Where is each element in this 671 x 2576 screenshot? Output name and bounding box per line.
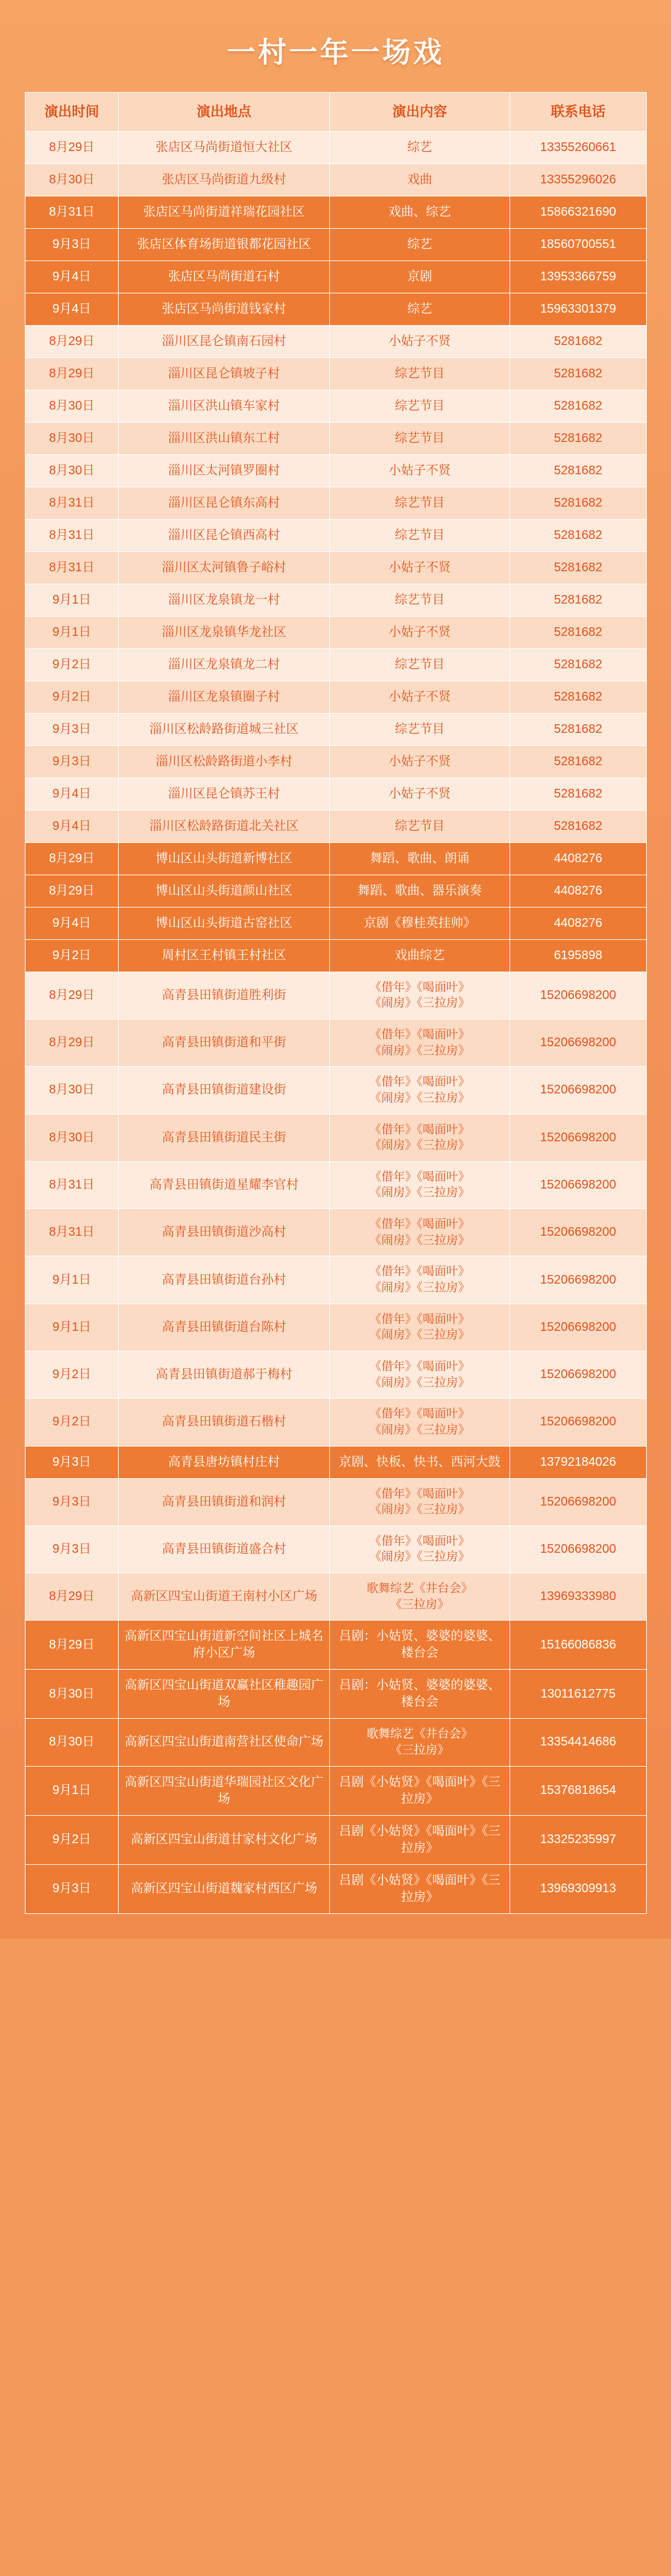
cell-line: 《闹房》《三拉房》 <box>369 1281 470 1295</box>
cell-phone: 15206698200 <box>510 1351 647 1398</box>
cell-time: 9月2日 <box>25 1815 119 1864</box>
cell-time: 9月4日 <box>25 293 119 325</box>
column-header-content: 演出内容 <box>330 93 510 132</box>
cell-content: 吕剧《小姑贤》《喝面叶》《三拉房》 <box>330 1766 510 1815</box>
cell-content: 小姑子不贤 <box>330 325 510 357</box>
cell-time: 8月29日 <box>25 972 119 1019</box>
table-row <box>25 842 647 875</box>
cell-time: 8月29日 <box>25 842 119 875</box>
cell-content: 京剧《穆桂英挂帅》 <box>330 907 510 939</box>
cell-location: 高青县田镇街道胜利街 <box>119 972 330 1019</box>
cell-time: 8月30日 <box>25 1670 119 1719</box>
cell-time: 8月31日 <box>25 487 119 519</box>
cell-content: 京剧、快板、快书、西河大鼓 <box>330 1446 510 1478</box>
cell-time: 9月1日 <box>25 1766 119 1815</box>
cell-time: 8月29日 <box>25 357 119 390</box>
table-row <box>25 875 647 907</box>
cell-location: 高青县田镇街道和平街 <box>119 1019 330 1066</box>
table-row <box>25 487 647 519</box>
column-header-time: 演出时间 <box>25 93 119 132</box>
cell-phone: 18560700551 <box>510 228 647 260</box>
cell-time: 8月29日 <box>25 131 119 163</box>
cell-line: 《三拉房》 <box>390 1743 449 1757</box>
cell-content: 戏曲、综艺 <box>330 196 510 228</box>
cell-location: 周村区王村镇王村社区 <box>119 939 330 972</box>
cell-time: 8月30日 <box>25 1114 119 1161</box>
cell-line: 《借年》《喝面叶》 <box>369 1170 470 1184</box>
table-row <box>25 616 647 648</box>
cell-phone: 5281682 <box>510 357 647 390</box>
cell-location: 高新区四宝山街道王南村小区广场 <box>119 1573 330 1621</box>
cell-line: 《借年》《喝面叶》 <box>369 1265 470 1279</box>
table-row <box>25 907 647 939</box>
table-row <box>25 1114 647 1161</box>
cell-phone: 5281682 <box>510 519 647 551</box>
cell-phone: 13355260661 <box>510 131 647 163</box>
cell-phone: 15866321690 <box>510 196 647 228</box>
cell-content <box>330 1719 510 1766</box>
table-row <box>25 1067 647 1114</box>
cell-time: 8月29日 <box>25 1019 119 1066</box>
cell-content <box>330 1209 510 1256</box>
cell-line: 《闹房》《三拉房》 <box>369 1044 470 1057</box>
cell-content: 综艺 <box>330 228 510 260</box>
cell-location: 高青县田镇街道民主街 <box>119 1114 330 1161</box>
table-row <box>25 228 647 260</box>
cell-phone: 5281682 <box>510 551 647 584</box>
cell-time: 9月1日 <box>25 584 119 616</box>
cell-time: 9月2日 <box>25 648 119 681</box>
cell-phone: 5281682 <box>510 584 647 616</box>
table-row <box>25 939 647 972</box>
table-row <box>25 1719 647 1766</box>
cell-location: 高青县田镇街道建设街 <box>119 1067 330 1114</box>
cell-line: 《借年》《喝面叶》 <box>369 1487 470 1501</box>
cell-time: 9月3日 <box>25 1446 119 1478</box>
cell-content: 综艺节目 <box>330 487 510 519</box>
cell-location: 博山区山头街道新博社区 <box>119 842 330 875</box>
cell-content: 综艺 <box>330 131 510 163</box>
cell-phone: 13953366759 <box>510 260 647 293</box>
cell-content: 吕剧《小姑贤》《喝面叶》《三拉房》 <box>330 1815 510 1864</box>
cell-location: 张店区马尚街道石村 <box>119 260 330 293</box>
cell-location: 高青县唐坊镇村庄村 <box>119 1446 330 1478</box>
cell-location: 淄川区龙泉镇龙一村 <box>119 584 330 616</box>
cell-location: 张店区马尚街道祥瑞花园社区 <box>119 196 330 228</box>
cell-location: 高青县田镇街道星耀李官村 <box>119 1161 330 1208</box>
table-row <box>25 551 647 584</box>
cell-time: 8月31日 <box>25 551 119 584</box>
table-row <box>25 422 647 454</box>
table-row <box>25 1304 647 1351</box>
cell-line: 《闹房》《三拉房》 <box>369 1139 470 1152</box>
table-row <box>25 972 647 1019</box>
cell-content: 京剧 <box>330 260 510 293</box>
cell-phone: 15206698200 <box>510 1256 647 1304</box>
cell-time: 9月2日 <box>25 681 119 713</box>
cell-location: 淄川区昆仑镇南石园村 <box>119 325 330 357</box>
cell-content <box>330 1304 510 1351</box>
table-row <box>25 390 647 422</box>
cell-content: 戏曲 <box>330 163 510 196</box>
cell-content: 综艺节目 <box>330 390 510 422</box>
cell-line: 歌舞综艺《井台会》 <box>366 1582 473 1596</box>
cell-time: 9月2日 <box>25 939 119 972</box>
cell-line: 《借年》《喝面叶》 <box>369 1218 470 1231</box>
table-row <box>25 1864 647 1913</box>
cell-location: 淄川区洪山镇东工村 <box>119 422 330 454</box>
table-row <box>25 260 647 293</box>
cell-content: 舞蹈、歌曲、器乐演奏 <box>330 875 510 907</box>
cell-line: 《闹房》《三拉房》 <box>369 1091 470 1105</box>
cell-line: 《借年》《喝面叶》 <box>369 1075 470 1089</box>
cell-location: 高青县田镇街道盛合村 <box>119 1525 330 1573</box>
cell-phone: 5281682 <box>510 713 647 745</box>
cell-time: 9月2日 <box>25 1399 119 1446</box>
cell-line: 《闹房》《三拉房》 <box>369 1376 470 1389</box>
cell-line: 《闹房》《三拉房》 <box>369 996 470 1010</box>
cell-location: 张店区马尚街道钱家村 <box>119 293 330 325</box>
cell-phone: 13355296026 <box>510 163 647 196</box>
table-row <box>25 778 647 810</box>
cell-content <box>330 972 510 1019</box>
cell-phone: 5281682 <box>510 745 647 778</box>
cell-line: 《借年》《喝面叶》 <box>369 980 470 994</box>
cell-time: 8月31日 <box>25 1161 119 1208</box>
cell-location: 高青县田镇街道和润村 <box>119 1478 330 1525</box>
cell-location: 淄川区龙泉镇圈子村 <box>119 681 330 713</box>
table-row <box>25 293 647 325</box>
cell-content <box>330 1351 510 1398</box>
cell-phone: 5281682 <box>510 487 647 519</box>
cell-line: 《闹房》《三拉房》 <box>369 1503 470 1517</box>
table-row <box>25 1478 647 1525</box>
cell-phone: 5281682 <box>510 616 647 648</box>
cell-phone: 13325235997 <box>510 1815 647 1864</box>
cell-content <box>330 1573 510 1621</box>
cell-location: 高新区四宝山街道魏家村西区广场 <box>119 1864 330 1913</box>
table-header-row <box>25 93 647 132</box>
cell-content: 小姑子不贤 <box>330 551 510 584</box>
cell-phone: 5281682 <box>510 454 647 487</box>
cell-content <box>330 1161 510 1208</box>
cell-location: 淄川区昆仑镇苏王村 <box>119 778 330 810</box>
cell-content: 小姑子不贤 <box>330 681 510 713</box>
cell-location: 淄川区龙泉镇龙二村 <box>119 648 330 681</box>
cell-phone: 5281682 <box>510 422 647 454</box>
cell-phone: 13969333980 <box>510 1573 647 1621</box>
cell-location: 高青县田镇街道沙高村 <box>119 1209 330 1256</box>
cell-line: 歌舞综艺《井台会》 <box>366 1727 473 1741</box>
cell-line: 《借年》《喝面叶》 <box>369 1534 470 1548</box>
cell-location: 高青县田镇街道郝于梅村 <box>119 1351 330 1398</box>
cell-time: 8月31日 <box>25 196 119 228</box>
cell-phone: 5281682 <box>510 681 647 713</box>
cell-time: 8月29日 <box>25 1621 119 1670</box>
cell-phone: 15206698200 <box>510 1525 647 1573</box>
cell-location: 淄川区昆仑镇东高村 <box>119 487 330 519</box>
cell-phone: 15963301379 <box>510 293 647 325</box>
cell-content: 小姑子不贤 <box>330 745 510 778</box>
cell-time: 8月29日 <box>25 325 119 357</box>
table-row <box>25 1399 647 1446</box>
cell-phone: 15206698200 <box>510 972 647 1019</box>
performance-schedule-table <box>25 92 647 1914</box>
cell-location: 淄川区龙泉镇华龙社区 <box>119 616 330 648</box>
cell-time: 9月3日 <box>25 1478 119 1525</box>
cell-content <box>330 1256 510 1304</box>
column-header-phone: 联系电话 <box>510 93 647 132</box>
cell-content: 小姑子不贤 <box>330 454 510 487</box>
cell-location: 高青县田镇街道台孙村 <box>119 1256 330 1304</box>
cell-phone: 13354414686 <box>510 1719 647 1766</box>
cell-location: 张店区马尚街道恒大社区 <box>119 131 330 163</box>
cell-content: 综艺节目 <box>330 422 510 454</box>
cell-time: 9月3日 <box>25 745 119 778</box>
cell-location: 高新区四宝山街道新空间社区上城名府小区广场 <box>119 1621 330 1670</box>
cell-location: 淄川区昆仑镇西高村 <box>119 519 330 551</box>
cell-location: 博山区山头街道颜山社区 <box>119 875 330 907</box>
cell-content: 综艺节目 <box>330 357 510 390</box>
cell-time: 9月4日 <box>25 778 119 810</box>
column-header-location: 演出地点 <box>119 93 330 132</box>
cell-phone: 13792184026 <box>510 1446 647 1478</box>
table-row <box>25 1670 647 1719</box>
cell-phone: 15376818654 <box>510 1766 647 1815</box>
table-row <box>25 1815 647 1864</box>
cell-time: 8月30日 <box>25 454 119 487</box>
table-row <box>25 163 647 196</box>
cell-line: 《闹房》《三拉房》 <box>369 1233 470 1247</box>
table-row <box>25 454 647 487</box>
cell-time: 9月1日 <box>25 1304 119 1351</box>
cell-content: 戏曲综艺 <box>330 939 510 972</box>
cell-line: 《闹房》《三拉房》 <box>369 1328 470 1342</box>
cell-phone: 15206698200 <box>510 1209 647 1256</box>
cell-line: 《闹房》《三拉房》 <box>369 1423 470 1437</box>
cell-content: 舞蹈、歌曲、朗诵 <box>330 842 510 875</box>
cell-location: 张店区体育场街道银都花园社区 <box>119 228 330 260</box>
cell-phone: 4408276 <box>510 875 647 907</box>
cell-content: 综艺节目 <box>330 519 510 551</box>
cell-phone: 5281682 <box>510 648 647 681</box>
cell-time: 9月4日 <box>25 260 119 293</box>
cell-line: 《借年》《喝面叶》 <box>369 1359 470 1373</box>
cell-phone: 5281682 <box>510 810 647 842</box>
table-row <box>25 1161 647 1208</box>
cell-phone: 15206698200 <box>510 1399 647 1446</box>
cell-phone: 15206698200 <box>510 1114 647 1161</box>
cell-line: 《借年》《喝面叶》 <box>369 1123 470 1136</box>
cell-location: 淄川区松龄路街道城三社区 <box>119 713 330 745</box>
cell-line: 《闹房》《三拉房》 <box>369 1550 470 1564</box>
cell-content <box>330 1114 510 1161</box>
cell-phone: 4408276 <box>510 842 647 875</box>
cell-line: 《闹房》《三拉房》 <box>369 1186 470 1200</box>
cell-location: 高新区四宝山街道华瑞园社区文化广场 <box>119 1766 330 1815</box>
cell-content <box>330 1067 510 1114</box>
cell-content <box>330 1525 510 1573</box>
table-row <box>25 1621 647 1670</box>
cell-time: 9月1日 <box>25 1256 119 1304</box>
cell-content: 综艺 <box>330 293 510 325</box>
cell-time: 9月4日 <box>25 907 119 939</box>
cell-content: 综艺节目 <box>330 648 510 681</box>
table-row <box>25 810 647 842</box>
cell-location: 张店区马尚街道九级村 <box>119 163 330 196</box>
cell-content <box>330 1478 510 1525</box>
cell-location: 高新区四宝山街道双赢社区稚趣园广场 <box>119 1670 330 1719</box>
table-row <box>25 713 647 745</box>
cell-content <box>330 1399 510 1446</box>
cell-location: 博山区山头街道古窑社区 <box>119 907 330 939</box>
cell-time: 8月31日 <box>25 519 119 551</box>
cell-time: 9月3日 <box>25 1864 119 1913</box>
cell-time: 9月3日 <box>25 1525 119 1573</box>
cell-phone: 5281682 <box>510 390 647 422</box>
cell-content: 吕剧：小姑贤、婆婆的婆婆、楼台会 <box>330 1621 510 1670</box>
cell-line: 《借年》《喝面叶》 <box>369 1312 470 1326</box>
cell-location: 高新区四宝山街道南营社区使命广场 <box>119 1719 330 1766</box>
table-row <box>25 1209 647 1256</box>
table-row <box>25 131 647 163</box>
cell-time: 8月30日 <box>25 163 119 196</box>
cell-time: 8月30日 <box>25 1719 119 1766</box>
cell-location: 淄川区松龄路街道小李村 <box>119 745 330 778</box>
table-body <box>25 131 647 1913</box>
table-row <box>25 584 647 616</box>
cell-time: 9月2日 <box>25 1351 119 1398</box>
cell-phone: 15206698200 <box>510 1019 647 1066</box>
cell-line: 《借年》《喝面叶》 <box>369 1028 470 1041</box>
cell-phone: 13011612775 <box>510 1670 647 1719</box>
cell-phone: 6195898 <box>510 939 647 972</box>
table-row <box>25 1351 647 1398</box>
cell-phone: 15206698200 <box>510 1067 647 1114</box>
table-row <box>25 325 647 357</box>
cell-time: 8月29日 <box>25 1573 119 1621</box>
cell-location: 淄川区太河镇罗圈村 <box>119 454 330 487</box>
cell-content: 综艺节目 <box>330 584 510 616</box>
cell-content <box>330 1019 510 1066</box>
cell-content: 综艺节目 <box>330 713 510 745</box>
cell-time: 8月31日 <box>25 1209 119 1256</box>
table-row <box>25 1256 647 1304</box>
cell-phone: 5281682 <box>510 778 647 810</box>
cell-location: 淄川区松龄路街道北关社区 <box>119 810 330 842</box>
table-row <box>25 1525 647 1573</box>
cell-content: 吕剧《小姑贤》《喝面叶》《三拉房》 <box>330 1864 510 1913</box>
cell-content: 小姑子不贤 <box>330 778 510 810</box>
cell-line: 《三拉房》 <box>390 1598 449 1611</box>
cell-phone: 15206698200 <box>510 1478 647 1525</box>
cell-phone: 4408276 <box>510 907 647 939</box>
cell-location: 高青县田镇街道台陈村 <box>119 1304 330 1351</box>
cell-content: 吕剧：小姑贤、婆婆的婆婆、楼台会 <box>330 1670 510 1719</box>
cell-location: 淄川区太河镇鲁子峪村 <box>119 551 330 584</box>
cell-phone: 15166086836 <box>510 1621 647 1670</box>
cell-time: 8月30日 <box>25 1067 119 1114</box>
cell-location: 高青县田镇街道石楷村 <box>119 1399 330 1446</box>
cell-line: 《借年》《喝面叶》 <box>369 1407 470 1421</box>
cell-time: 9月3日 <box>25 713 119 745</box>
table-row <box>25 745 647 778</box>
cell-time: 9月4日 <box>25 810 119 842</box>
page-title: 一村一年一场戏 <box>227 36 444 68</box>
cell-time: 8月30日 <box>25 422 119 454</box>
cell-content: 综艺节目 <box>330 810 510 842</box>
cell-phone: 15206698200 <box>510 1304 647 1351</box>
cell-content: 小姑子不贤 <box>330 616 510 648</box>
cell-time: 9月3日 <box>25 228 119 260</box>
cell-phone: 15206698200 <box>510 1161 647 1208</box>
table-row <box>25 1019 647 1066</box>
table-row <box>25 357 647 390</box>
cell-phone: 5281682 <box>510 325 647 357</box>
table-row <box>25 519 647 551</box>
table-row <box>25 681 647 713</box>
cell-phone: 13969309913 <box>510 1864 647 1913</box>
table-row <box>25 196 647 228</box>
cell-location: 淄川区昆仑镇坡子村 <box>119 357 330 390</box>
table-row <box>25 1573 647 1621</box>
cell-location: 淄川区洪山镇车家村 <box>119 390 330 422</box>
cell-location: 高新区四宝山街道甘家村文化广场 <box>119 1815 330 1864</box>
cell-time: 9月1日 <box>25 616 119 648</box>
table-row <box>25 1766 647 1815</box>
table-row <box>25 648 647 681</box>
table-row <box>25 1446 647 1478</box>
cell-time: 8月30日 <box>25 390 119 422</box>
cell-time: 8月29日 <box>25 875 119 907</box>
